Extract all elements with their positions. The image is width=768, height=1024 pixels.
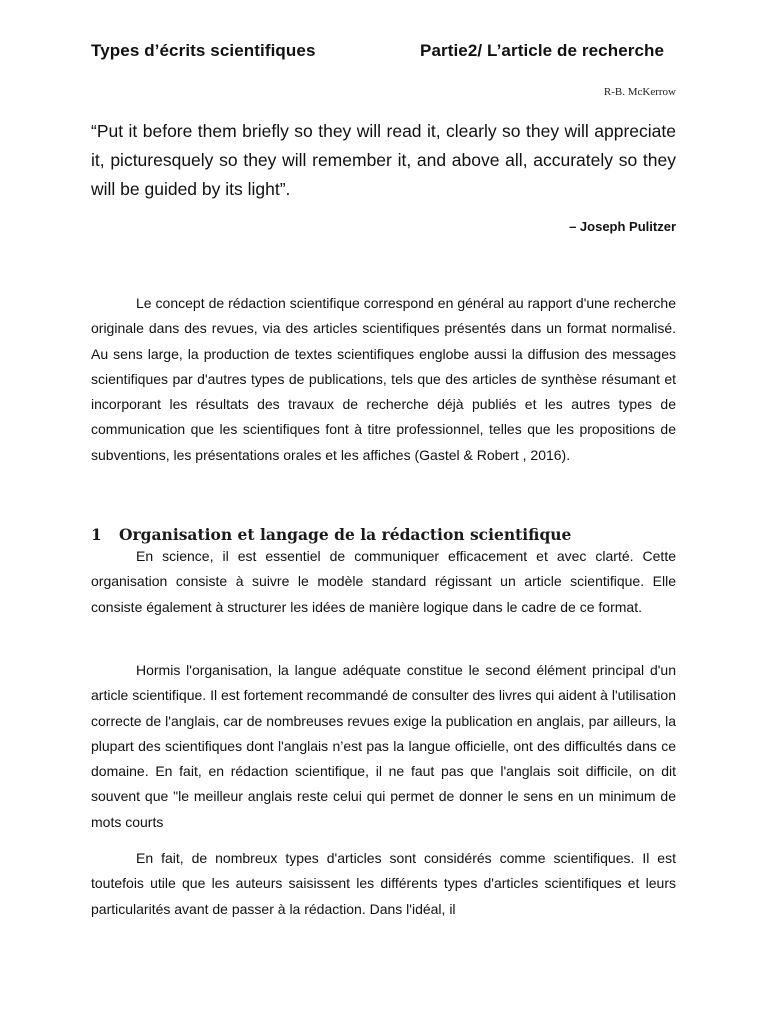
section-title: Organisation et langage de la rédaction scientifique <box>119 525 572 544</box>
section-heading <box>91 525 571 544</box>
header-author: R-B. McKerrow <box>603 86 676 98</box>
epigraph-quote: “Put it before them briefly so they will read it, clearly so they will appreciate it, picturesquely so they will remember it, and above all, accurately so they will be guided by its light”. <box>91 121 676 199</box>
epigraph-attribution: – Joseph Pulitzer <box>569 219 676 234</box>
header-part-title: Partie2/ L’article de recherche <box>420 41 665 60</box>
section-paragraph: Hormis l'organisation, la langue adéquate constitue le second élément principal d'un article scientifique. Il est fortement recommandé de consulter des livres qui aident à l'utilisation correcte de l'anglais, car de nombreuses revues exige la publication en anglais, par ailleurs, la plupart des scientifiques dont l'anglais n’est pas la langue officielle, ont des difficultés dans ce domaine. En fait, en rédaction scientifique, il ne faut pas que l'anglais soit difficile, on dit souvent que "le meilleur anglais reste celui qui permet de donner le sens en un minimum de mots courts <box>91 662 676 830</box>
section-paragraph: En fait, de nombreux types d'articles sont considérés comme scientifiques. Il est toutefois utile que les auteurs saisissent les différents types d'articles scientifiques et leurs particularités avant de passer à la rédaction. Dans l'idéal, il <box>91 850 676 917</box>
section-number: 1 <box>91 525 102 544</box>
section-paragraph: En science, il est essentiel de communiquer efficacement et avec clarté. Cette organisation consiste à suivre le modèle standard régissant un article scientifique. Elle consiste également à structurer les idées de manière logique dans le cadre de ce format. <box>91 548 676 615</box>
intro-paragraph: Le concept de rédaction scientifique correspond en général au rapport d'une recherche originale dans des revues, via des articles scientifiques présentés dans un format normalisé. Au sens large, la production de textes scientifiques englobe aussi la diffusion des messages scientifiques par d'autres types de publications, tels que des articles de synthèse résumant et incorporant les résultats des travaux de recherche déjà publiés et les autres types de communication que les scientifiques font à titre professionnel, telles que les propositions de subventions, les présentations orales et les affiches (Gastel & Robert , 2016). <box>91 295 676 463</box>
header-document-type: Types d’écrits scientifiques <box>91 41 316 60</box>
